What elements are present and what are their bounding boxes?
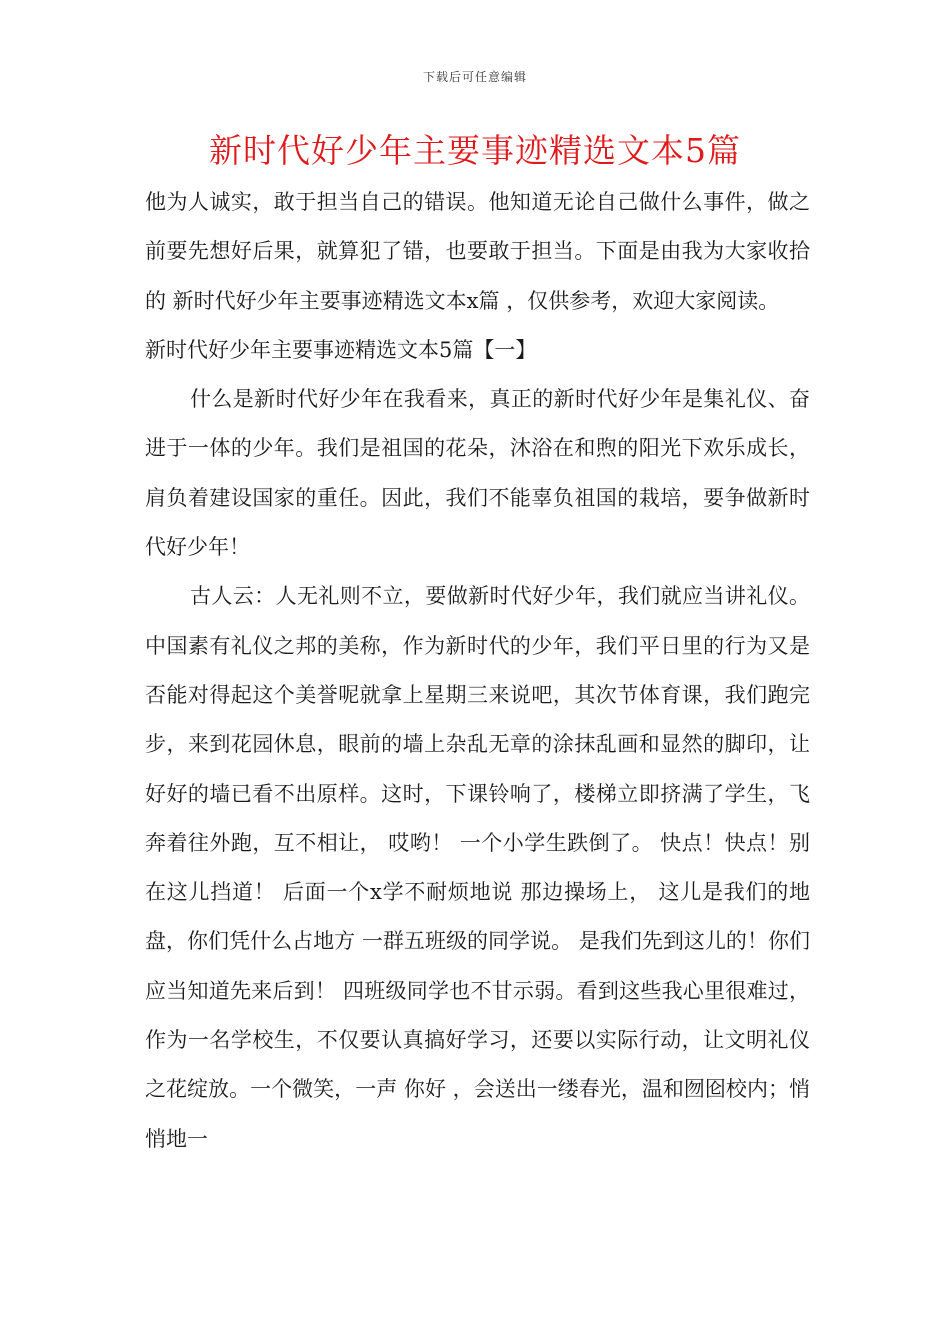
document-title: 新时代好少年主要事迹精选文本5篇 [209,131,741,170]
body-paragraph-1: 什么是新时代好少年在我看来，真正的新时代好少年是集礼仪、奋进于一体的少年。我们是祖国的花朵，沐浴在和煦的阳光下欢乐成长，肩负着建设国家的重任。因此，我们不能辜负祖国的栽培，要争做新时代好少年！ [145,387,810,560]
intro-paragraph: 他为人诚实，敢于担当自己的错误。他知道无论自己做什么事件，做之前要先想好后果，就算犯了错，也要敢于担当。下面是由我为大家收拾的 新时代好少年主要事迹精选文本x篇 ，仅供参考，欢迎大家阅读。 [145,190,810,313]
body-paragraph-2: 古人云：人无礼则不立，要做新时代好少年，我们就应当讲礼仪。中国素有礼仪之邦的美称，作为新时代的少年，我们平日里的行为又是否能对得起这个美誉呢就拿上星期三来说吧，其次节体育课，我们跑完步，来到花园休息，眼前的墙上杂乱无章的涂抹乱画和显然的脚印，让好好的墙已看不出原样。这时，下课铃响了，楼梯立即挤满了学生，飞奔着往外跑，互不相让， 哎哟！ 一个小学生跌倒了。 快点！快点！别在这儿挡道！ 后面一个x学不耐烦地说 那边操场上， 这儿是我们的地盘，你们凭什么占地方 一群五班级的同学说。 是我们先到这儿的！你们应当知道先来后到！ 四班级同学也不甘示弱。看到这些我心里很难过，作为一名学校生，不仅要认真搞好学习，还要以实际行动，让文明礼仪之花绽放。一个微笑，一声 你好 ，会送出一缕春光，温和囫囵校内；悄悄地一 [145,584,810,1151]
section-heading: 新时代好少年主要事迹精选文本5篇【一】 [145,337,537,362]
document-body [145,178,810,1164]
header-note: 下载后可任意编辑 [422,70,527,84]
